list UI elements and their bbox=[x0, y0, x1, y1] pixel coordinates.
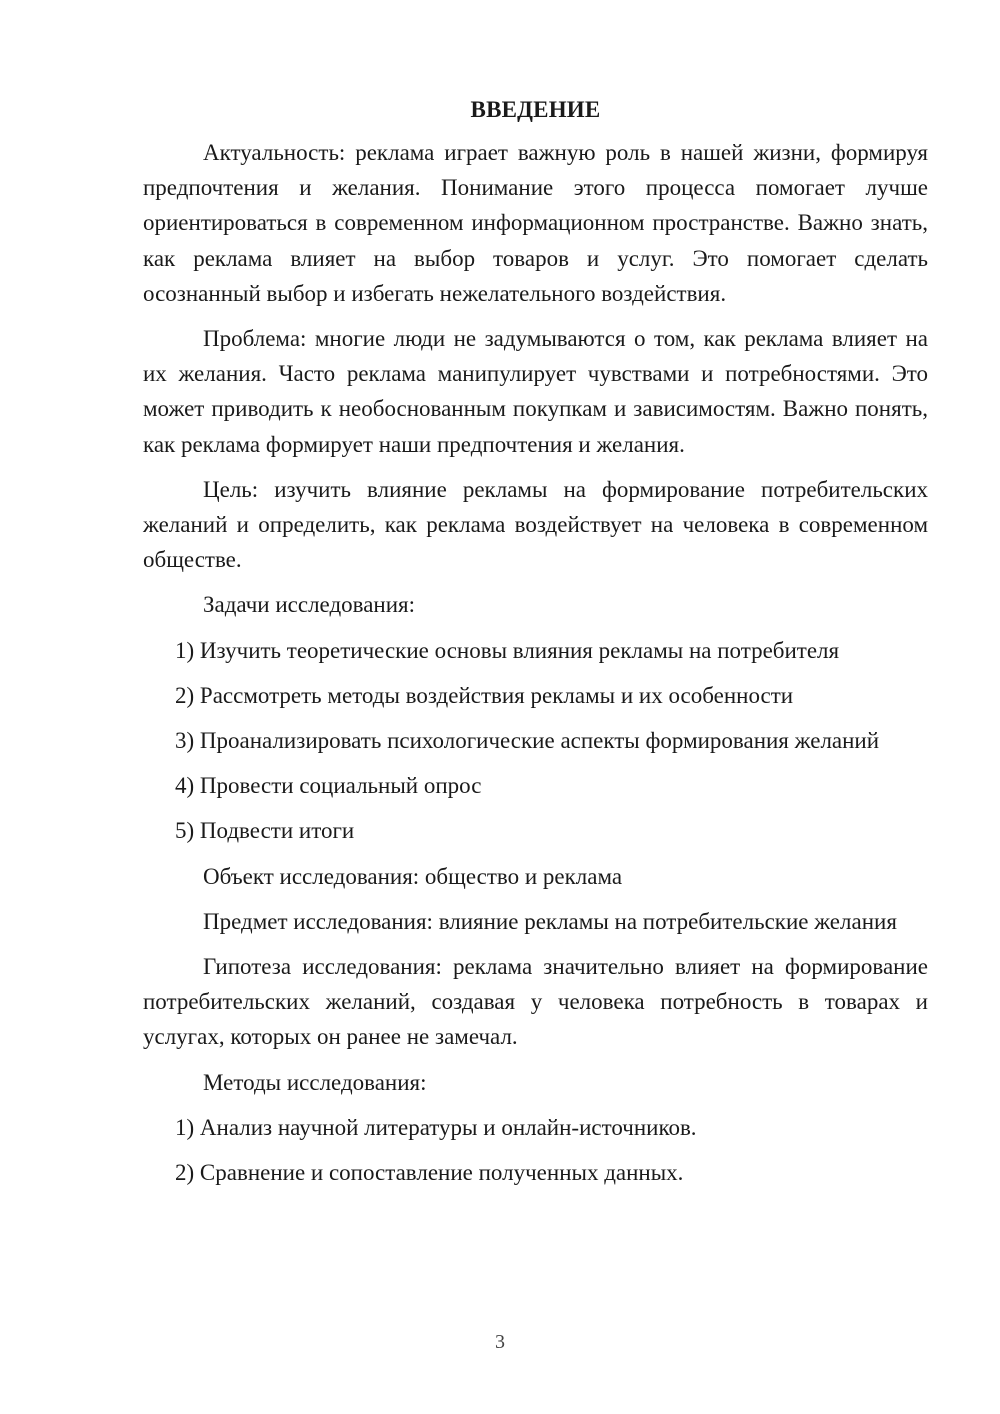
document-title: ВВЕДЕНИЕ bbox=[470, 97, 601, 122]
document-page bbox=[143, 92, 928, 1200]
tasks-heading: Задачи исследования: bbox=[203, 592, 416, 618]
paragraph-goal: Цель: изучить влияние рекламы на формирование потребительских желаний и определить, как реклама воздействует на человека в современном обществе. bbox=[143, 476, 928, 573]
page-number: 3 bbox=[495, 1331, 505, 1353]
method-item-2: 2) Сравнение и сопоставление полученных данных. bbox=[175, 1160, 684, 1186]
paragraph-subject: Предмет исследования: влияние рекламы на потребительские желания bbox=[203, 908, 897, 934]
task-item-1: 1) Изучить теоретические основы влияния рекламы на потребителя bbox=[175, 637, 840, 663]
task-item-4: 4) Провести социальный опрос bbox=[175, 773, 482, 799]
paragraph-hypothesis: Гипотеза исследования: реклама значительно влияет на формирование потребительских желаний, создавая у человека потребность в товарах и услугах, которых он ранее не замечал. bbox=[143, 954, 928, 1050]
task-item-5: 5) Подвести итоги bbox=[175, 818, 355, 844]
paragraph-object: Объект исследования: общество и реклама bbox=[203, 863, 623, 889]
methods-heading: Методы исследования: bbox=[203, 1069, 427, 1095]
task-item-3: 3) Проанализировать психологические аспекты формирования желаний bbox=[175, 728, 880, 754]
method-item-1: 1) Анализ научной литературы и онлайн-источников. bbox=[175, 1114, 697, 1140]
paragraph-relevance: Актуальность: реклама играет важную роль в нашей жизни, формируя предпочтения и желания. Понимание этого процесса помогает лучше ориентироваться в современном информационном пространстве. Важно знать, как реклама влияет на выбор товаров и услуг. Это помогает сделать осознанный выбор и избегать нежелательного воздействия. bbox=[143, 140, 928, 306]
paragraph-problem: Проблема: многие люди не задумываются о том, как реклама влияет на их желания. Часто реклама манипулирует чувствами и потребностями. Это может приводить к необоснованным покупкам и зависимостям. Важно понять, как реклама формирует наши предпочтения и желания. bbox=[143, 326, 928, 457]
task-item-2: 2) Рассмотреть методы воздействия рекламы и их особенности bbox=[175, 682, 794, 708]
